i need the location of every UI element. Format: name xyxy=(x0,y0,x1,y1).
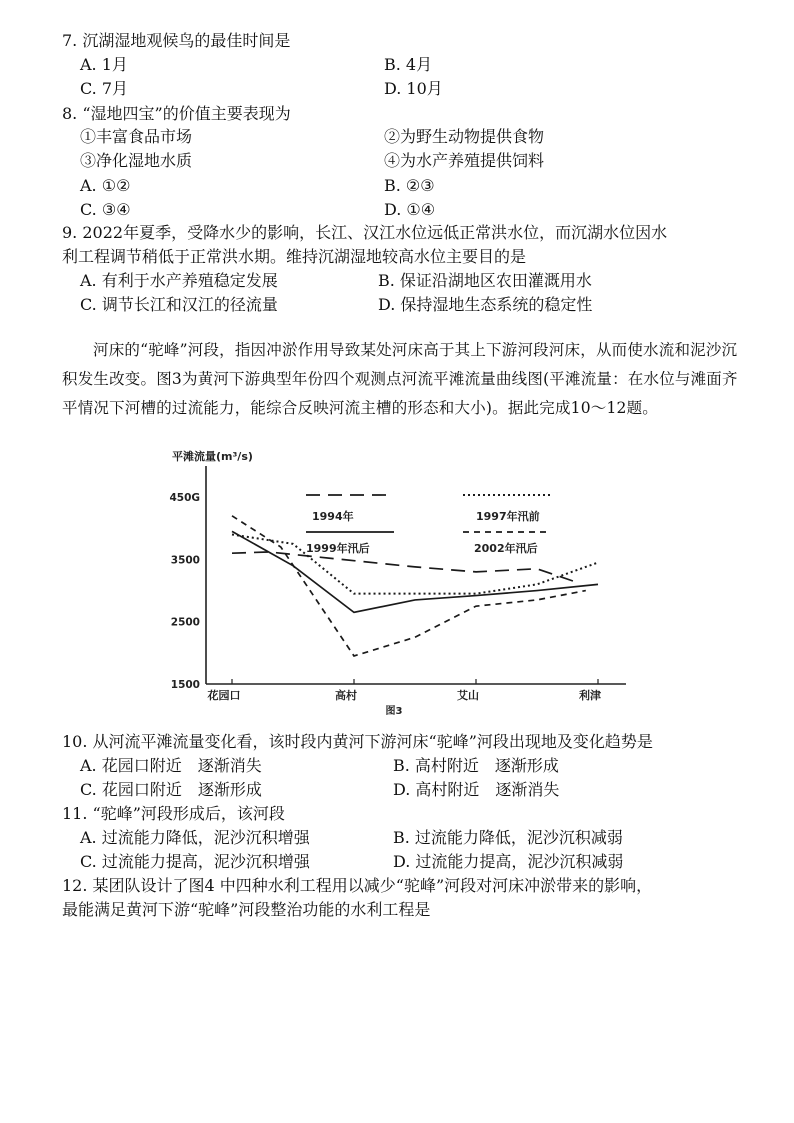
q8-option-a: A. ①② xyxy=(80,176,131,195)
q8-statement-4: ④为水产养殖提供饲料 xyxy=(384,151,545,170)
y-tick-label: 450G xyxy=(169,492,200,505)
y-tick-label: 1500 xyxy=(170,679,200,691)
q10-option-c: C. 花园口附近 逐渐形成 xyxy=(80,780,262,799)
q12-stem-line2: 最能满足黄河下游“驼峰”河段整治功能的水利工程是 xyxy=(62,900,431,919)
q11-stem: 11. “驼峰”河段形成后，该河段 xyxy=(62,804,285,823)
q7-option-b: B. 4月 xyxy=(384,55,433,74)
y-axis-label: 平滩流量(m³/s) xyxy=(172,450,253,463)
q8-statement-2: ②为野生动物提供食物 xyxy=(384,127,545,146)
q10-option-b: B. 高村附近 逐渐形成 xyxy=(393,756,559,775)
q11-option-a: A. 过流能力降低，泥沙沉积增强 xyxy=(80,828,310,847)
q8-option-c: C. ③④ xyxy=(80,200,131,219)
q9-option-c: C. 调节长江和汉江的径流量 xyxy=(80,295,278,314)
q9-option-d: D. 保持湿地生态系统的稳定性 xyxy=(378,295,593,314)
q7-stem: 7. 沉湖湿地观候鸟的最佳时间是 xyxy=(62,31,291,50)
q12-stem-line1: 12. 某团队设计了图4 中四种水利工程用以减少“驼峰”河段对河床冲淤带来的影响， xyxy=(62,876,653,895)
series-line xyxy=(232,552,574,581)
q8-option-b: B. ②③ xyxy=(384,176,435,195)
x-tick-label: 高村 xyxy=(335,689,357,702)
figure-caption: 图3 xyxy=(385,706,403,717)
q8-option-d: D. ①④ xyxy=(384,200,436,219)
x-tick-label: 利津 xyxy=(579,689,601,702)
series-line xyxy=(232,535,598,594)
q7-option-a: A. 1月 xyxy=(80,55,128,74)
q7-option-c: C. 7月 xyxy=(80,79,129,98)
q8-stem: 8. “湿地四宝”的价值主要表现为 xyxy=(62,104,291,123)
q7-option-d: D. 10月 xyxy=(384,79,443,98)
x-tick-label: 花园口 xyxy=(207,689,241,702)
figure-3-line-chart xyxy=(160,448,640,720)
y-tick-label: 2500 xyxy=(170,616,200,629)
q8-statement-1: ①丰富食品市场 xyxy=(80,127,193,146)
q9-option-a: A. 有利于水产养殖稳定发展 xyxy=(80,271,278,290)
legend-label: 1997年汛前 xyxy=(476,510,540,523)
x-tick-label: 艾山 xyxy=(457,689,479,702)
reading-passage: 河床的“驼峰”河段，指因冲淤作用导致某处河床高于其上下游河段河床，从而使水流和泥沙沉积发生改变。图3为黄河下游典型年份四个观测点河流平滩流量曲线图(平滩流量：在水位与滩面齐平情况下河槽的过流能力，能综合反映河流主槽的形态和大小)。据此完成10～12题。 xyxy=(62,341,738,417)
y-tick-label: 3500 xyxy=(170,554,200,567)
q9-stem-line1: 9. 2022年夏季，受降水少的影响，长江、汉江水位远低正常洪水位，而沉湖水位因水 xyxy=(62,223,668,242)
legend-label: 1999年汛后 xyxy=(306,542,370,555)
legend-label: 1994年 xyxy=(312,510,354,523)
q11-option-d: D. 过流能力提高，泥沙沉积减弱 xyxy=(393,852,624,871)
q10-stem: 10. 从河流平滩流量变化看，该时段内黄河下游河床“驼峰”河段出现地及变化趋势是 xyxy=(62,732,653,751)
series-line xyxy=(232,516,586,656)
q10-option-d: D. 高村附近 逐渐消失 xyxy=(393,780,560,799)
legend-label: 2002年汛后 xyxy=(474,542,538,555)
q8-statement-3: ③净化湿地水质 xyxy=(80,151,193,170)
q9-stem-line2: 利工程调节稍低于正常洪水期。维持沉湖湿地较高水位主要目的是 xyxy=(62,247,527,266)
q11-option-b: B. 过流能力降低，泥沙沉积减弱 xyxy=(393,828,623,847)
q10-option-a: A. 花园口附近 逐渐消失 xyxy=(80,756,262,775)
q9-option-b: B. 保证沿湖地区农田灌溉用水 xyxy=(378,271,592,290)
q11-option-c: C. 过流能力提高，泥沙沉积增强 xyxy=(80,852,310,871)
